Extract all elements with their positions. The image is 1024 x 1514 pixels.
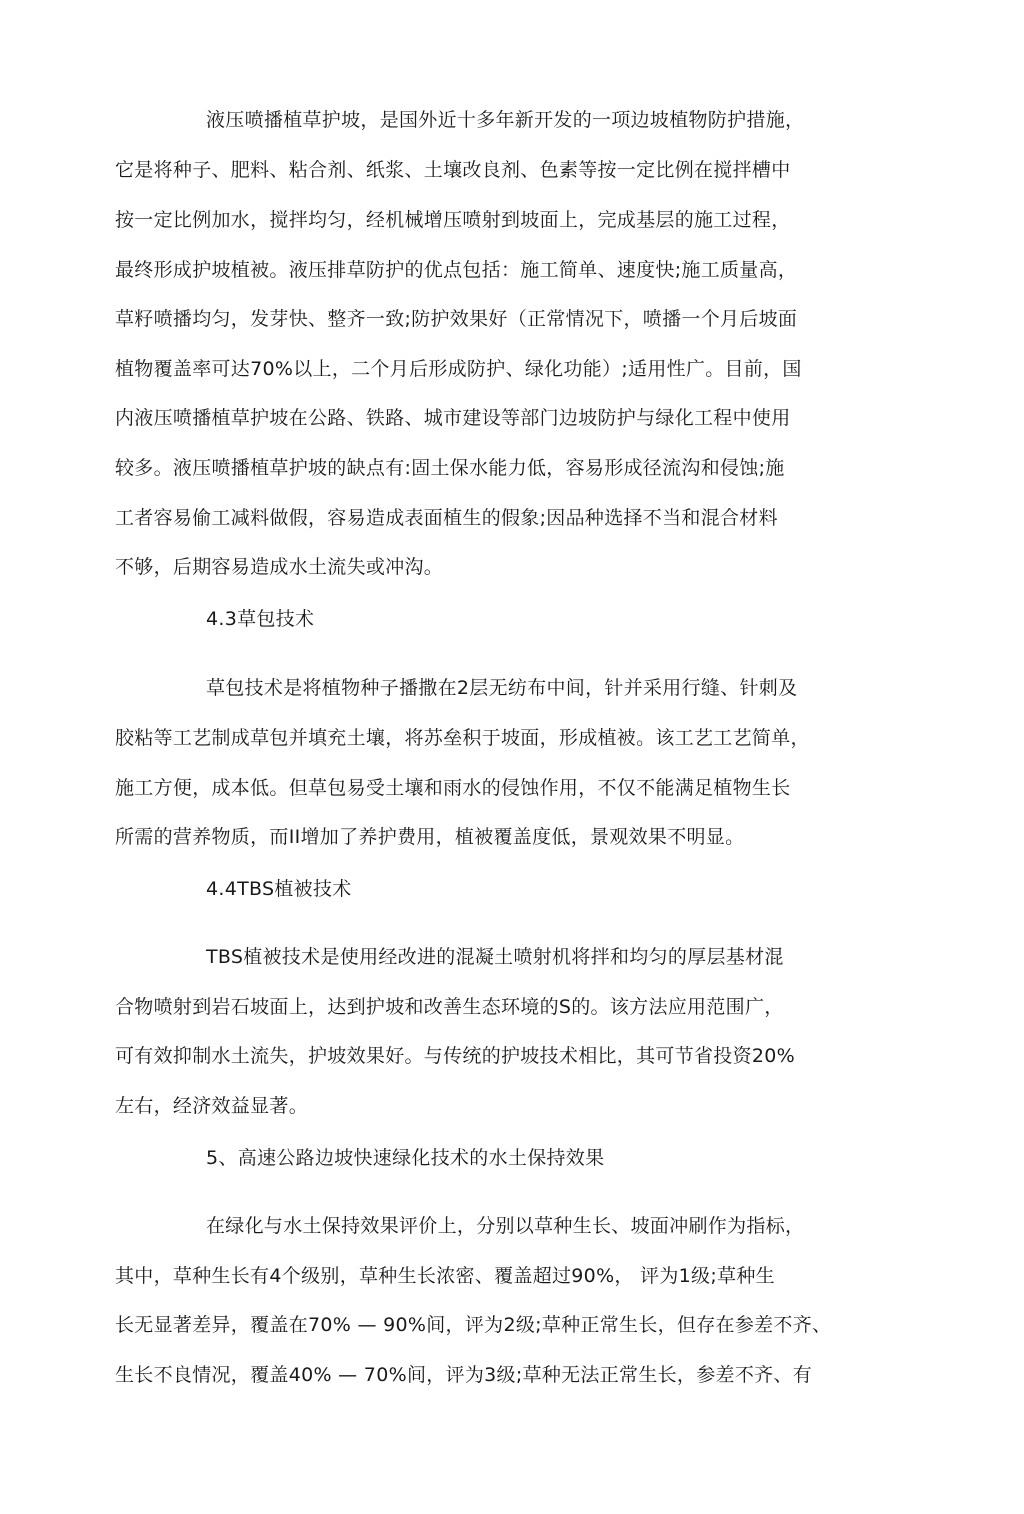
paragraph-line: 较多。液压喷播植草护坡的缺点有:固土保水能力低，容易形成径流沟和侵蚀;施: [115, 457, 785, 479]
section-heading: 4.4TBS植被技术: [206, 878, 352, 900]
section-heading: 4.3草包技术: [206, 608, 315, 630]
paragraph-line: 可有效抑制水土流失，护坡效果好。与传统的护坡技术相比，其可节省投资20%: [115, 1045, 796, 1067]
paragraph-line: 草包技术是将植物种子播撒在2层无纺布中间，针并采用行缝、针刺及: [206, 677, 798, 699]
paragraph-line: 内液压喷播植草护坡在公路、铁路、城市建设等部门边坡防护与绿化工程中使用: [115, 407, 791, 429]
paragraph-line: 最终形成护坡植被。液压排草防护的优点包括：施工简单、速度快;施工质量高，: [115, 259, 798, 281]
paragraph-line: 其中，草种生长有4个级别，草种生长浓密、覆盖超过90%， 评为1级;草种生: [115, 1265, 775, 1287]
paragraph-line: 合物喷射到岩石坡面上，达到护坡和改善生态环境的S的。该方法应用范围广，: [115, 996, 784, 1018]
paragraph-line: 生长不良情况，覆盖40% — 70%间，评为3级;草种无法正常生长，参差不齐、有: [115, 1364, 813, 1386]
paragraph-line: 左右，经济效益显著。: [115, 1095, 309, 1117]
paragraph-line: 不够，后期容易造成水土流失或冲沟。: [115, 556, 444, 578]
paragraph-line: 施工方便，成本低。但草包易受土壤和雨水的侵蚀作用，不仅不能满足植物生长: [115, 777, 791, 799]
paragraph-line: 长无显著差异，覆盖在70% — 90%间，评为2级;草种正常生长，但存在参差不齐、: [115, 1314, 832, 1336]
paragraph-line: 按一定比例加水，搅拌均匀，经机械增压喷射到坡面上，完成基层的施工过程，: [115, 209, 791, 231]
paragraph-line: 液压喷播植草护坡，是国外近十多年新开发的一项边坡植物防护措施，: [206, 109, 805, 131]
paragraph-line: 草籽喷播均匀，发芽快、整齐一致;防护效果好（正常情况下，喷播一个月后坡面: [115, 308, 798, 330]
paragraph-line: 所需的营养物质，而II增加了养护费用，植被覆盖度低，景观效果不明显。: [115, 826, 745, 848]
paragraph-line: 植物覆盖率可达70%以上，二个月后形成防护、绿化功能）;适用性广。目前，国: [115, 358, 802, 380]
section-heading: 5、高速公路边坡快速绿化技术的水土保持效果: [206, 1147, 605, 1169]
paragraph-line: 胶粘等工艺制成草包并填充土壤，将苏垒积于坡面，形成植被。该工艺工艺简单，: [115, 727, 810, 749]
paragraph-line: TBS植被技术是使用经改进的混凝土喷射机将拌和均匀的厚层基材混: [206, 946, 784, 968]
paragraph-line: 工者容易偷工减料做假，容易造成表面植生的假象;因品种选择不当和混合材料: [115, 507, 778, 529]
paragraph-line: 在绿化与水土保持效果评价上，分别以草种生长、坡面冲刷作为指标，: [206, 1215, 805, 1237]
paragraph-line: 它是将种子、肥料、粘合剂、纸浆、土壤改良剂、色素等按一定比例在搅拌槽中: [115, 159, 791, 181]
